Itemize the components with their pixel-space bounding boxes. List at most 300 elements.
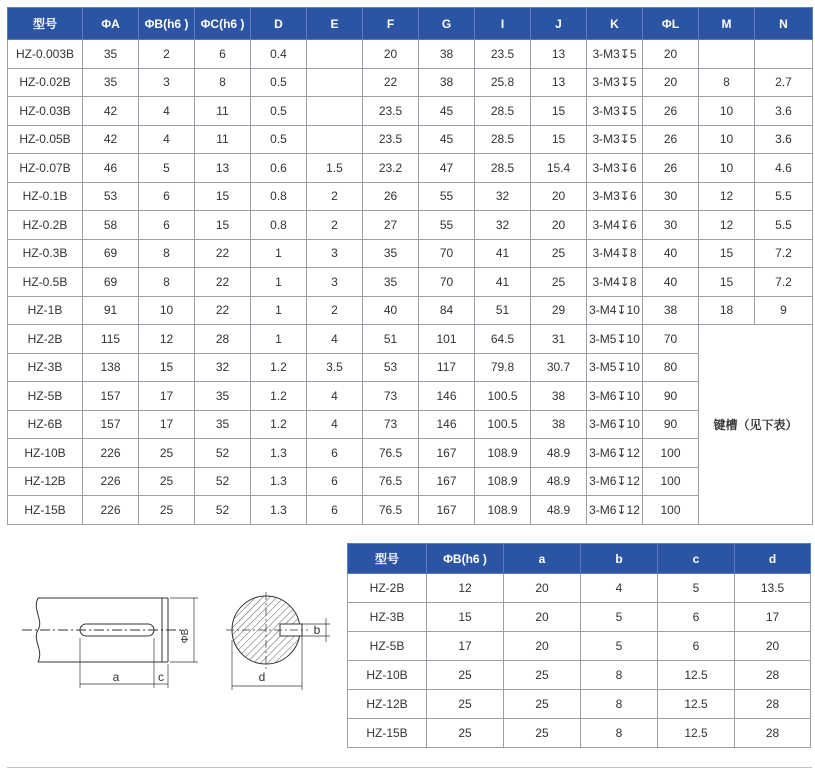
table-cell: 3.6	[755, 97, 813, 126]
table-row	[8, 68, 813, 97]
table-cell: HZ-5B	[348, 632, 427, 661]
table-cell: 2	[139, 40, 195, 69]
table-cell: 38	[419, 40, 475, 69]
table-cell: 1.2	[251, 353, 307, 382]
table-cell: HZ-12B	[348, 690, 427, 719]
column-header: N	[755, 8, 813, 40]
table-cell: 5	[581, 632, 658, 661]
table-cell: 100	[643, 439, 699, 468]
column-header: ΦB(h6 )	[427, 544, 504, 574]
table-cell: 22	[363, 68, 419, 97]
table-cell: 18	[699, 296, 755, 325]
table-cell: 25	[504, 719, 581, 748]
table-cell: 0.8	[251, 211, 307, 240]
column-header: K	[587, 8, 643, 40]
table-cell: 4	[307, 325, 363, 354]
table-cell: 38	[531, 382, 587, 411]
table-cell: 1	[251, 325, 307, 354]
table-cell: 3.6	[755, 125, 813, 154]
table-cell: 4.6	[755, 154, 813, 183]
column-header: ΦA	[83, 8, 139, 40]
keyway-table-body	[348, 574, 811, 748]
table-cell: HZ-2B	[8, 325, 83, 354]
table-cell: 3	[307, 239, 363, 268]
table-cell: 35	[195, 382, 251, 411]
table-cell: 17	[427, 632, 504, 661]
table-cell: 76.5	[363, 467, 419, 496]
table-cell: 8	[699, 68, 755, 97]
dimension-label-a: a	[112, 670, 120, 684]
table-cell: 1.3	[251, 467, 307, 496]
table-cell	[307, 68, 363, 97]
table-row	[348, 719, 811, 748]
table-cell: 226	[83, 496, 139, 525]
table-cell: HZ-0.1B	[8, 182, 83, 211]
table-cell: 8	[581, 690, 658, 719]
keyway-table	[347, 543, 811, 748]
table-cell: 8	[139, 268, 195, 297]
table-cell: 15	[699, 239, 755, 268]
table-cell: 45	[419, 125, 475, 154]
table-cell: 40	[643, 268, 699, 297]
table-cell: 12	[699, 211, 755, 240]
table-row	[8, 296, 813, 325]
table-cell: 84	[419, 296, 475, 325]
table-cell: 6	[195, 40, 251, 69]
table-cell: 1.3	[251, 439, 307, 468]
table-cell: 32	[475, 182, 531, 211]
table-cell: 100	[643, 467, 699, 496]
table-row	[8, 467, 813, 496]
table-cell: HZ-0.3B	[8, 239, 83, 268]
table-cell: 0.6	[251, 154, 307, 183]
table-cell: 138	[83, 353, 139, 382]
table-cell: 45	[419, 97, 475, 126]
table-cell: 25	[531, 239, 587, 268]
table-cell: 5	[581, 603, 658, 632]
table-cell: 25	[504, 661, 581, 690]
table-cell: 32	[195, 353, 251, 382]
table-cell: 25	[427, 690, 504, 719]
table-cell: 28	[735, 690, 811, 719]
table-row	[8, 496, 813, 525]
table-cell: HZ-15B	[348, 719, 427, 748]
table-cell: 6	[139, 182, 195, 211]
table-row	[8, 382, 813, 411]
shaft-keyway-drawing	[18, 580, 338, 700]
table-cell: 20	[504, 632, 581, 661]
table-cell: 30	[643, 211, 699, 240]
table-cell: 25	[427, 719, 504, 748]
table-cell: 8	[581, 719, 658, 748]
table-cell: 69	[83, 268, 139, 297]
table-cell: 0.4	[251, 40, 307, 69]
table-cell: HZ-0.2B	[8, 211, 83, 240]
table-cell: 2	[307, 211, 363, 240]
table-cell: 108.9	[475, 467, 531, 496]
table-cell: 10	[699, 154, 755, 183]
table-cell: 1	[251, 268, 307, 297]
table-row	[8, 353, 813, 382]
table-cell: 3-M5↧10	[587, 325, 643, 354]
table-cell: 42	[83, 97, 139, 126]
column-header: d	[735, 544, 811, 574]
table-cell: 20	[531, 211, 587, 240]
table-row	[8, 439, 813, 468]
table-cell: 167	[419, 467, 475, 496]
divider	[7, 767, 812, 768]
table-cell: HZ-10B	[348, 661, 427, 690]
table-cell: HZ-0.03B	[8, 97, 83, 126]
table-cell: 70	[643, 325, 699, 354]
table-cell: HZ-1B	[8, 296, 83, 325]
table-cell	[307, 97, 363, 126]
table-cell: HZ-5B	[8, 382, 83, 411]
table-cell: 9	[755, 296, 813, 325]
column-header: 型号	[348, 544, 427, 574]
table-cell: 4	[139, 97, 195, 126]
table-cell: 3-M3↧5	[587, 125, 643, 154]
table-cell: 17	[735, 603, 811, 632]
table-cell: 10	[699, 97, 755, 126]
table-cell: 52	[195, 467, 251, 496]
table-cell: 117	[419, 353, 475, 382]
table-cell: 35	[83, 68, 139, 97]
table-cell: 15.4	[531, 154, 587, 183]
table-cell: 146	[419, 410, 475, 439]
column-header: M	[699, 8, 755, 40]
table-cell: 6	[307, 496, 363, 525]
table-cell: 3-M5↧10	[587, 353, 643, 382]
table-cell: 4	[307, 382, 363, 411]
table-row	[8, 410, 813, 439]
table-cell: 2	[307, 296, 363, 325]
table-cell: 27	[363, 211, 419, 240]
table-cell: 5.5	[755, 182, 813, 211]
column-header: ΦC(h6 )	[195, 8, 251, 40]
spec-table	[7, 7, 813, 525]
table-cell: 38	[531, 410, 587, 439]
table-row	[8, 40, 813, 69]
table-cell: 48.9	[531, 439, 587, 468]
table-row	[8, 154, 813, 183]
table-cell: 80	[643, 353, 699, 382]
table-cell: 41	[475, 268, 531, 297]
column-header: ΦB(h6 )	[139, 8, 195, 40]
table-cell: 1	[251, 296, 307, 325]
table-cell: 3-M3↧6	[587, 154, 643, 183]
table-cell: 32	[475, 211, 531, 240]
table-cell: 15	[195, 211, 251, 240]
table-cell: 73	[363, 382, 419, 411]
table-cell: 100	[643, 496, 699, 525]
table-cell: 2.7	[755, 68, 813, 97]
table-cell: 226	[83, 467, 139, 496]
table-row	[348, 661, 811, 690]
table-cell: 12	[427, 574, 504, 603]
table-cell: 12	[699, 182, 755, 211]
table-cell: 13	[531, 40, 587, 69]
table-cell: 35	[363, 239, 419, 268]
table-row	[8, 239, 813, 268]
table-cell: 1.2	[251, 410, 307, 439]
table-cell: 1.2	[251, 382, 307, 411]
table-cell: 28	[195, 325, 251, 354]
table-cell: 22	[195, 268, 251, 297]
table-cell: 48.9	[531, 496, 587, 525]
table-cell: 35	[363, 268, 419, 297]
table-cell: 48.9	[531, 467, 587, 496]
column-header: c	[658, 544, 735, 574]
table-cell: 115	[83, 325, 139, 354]
table-cell: 3-M4↧8	[587, 239, 643, 268]
table-cell: 52	[195, 439, 251, 468]
table-cell: 76.5	[363, 496, 419, 525]
table-cell: 73	[363, 410, 419, 439]
table-cell: 23.5	[363, 97, 419, 126]
table-row	[348, 690, 811, 719]
table-cell: 3-M3↧5	[587, 68, 643, 97]
table-cell: 0.5	[251, 97, 307, 126]
table-cell: 13	[531, 68, 587, 97]
spec-table-body	[8, 40, 813, 525]
table-cell: 0.5	[251, 68, 307, 97]
spec-table-header-row	[8, 8, 813, 40]
table-cell: 28.5	[475, 154, 531, 183]
table-cell: 55	[419, 182, 475, 211]
table-cell: 76.5	[363, 439, 419, 468]
table-cell: HZ-12B	[8, 467, 83, 496]
table-cell: 4	[139, 125, 195, 154]
table-cell: 22	[195, 296, 251, 325]
table-cell: 20	[735, 632, 811, 661]
table-cell: 3	[139, 68, 195, 97]
table-cell: 91	[83, 296, 139, 325]
table-cell: 51	[363, 325, 419, 354]
table-cell: 5	[658, 574, 735, 603]
table-cell: 46	[83, 154, 139, 183]
table-cell	[699, 40, 755, 69]
table-cell: 100.5	[475, 382, 531, 411]
table-cell: 47	[419, 154, 475, 183]
table-cell: 15	[139, 353, 195, 382]
table-cell: 28.5	[475, 125, 531, 154]
table-cell: 26	[363, 182, 419, 211]
table-row	[8, 325, 813, 354]
table-cell: 22	[195, 239, 251, 268]
shaft-section-view	[226, 592, 330, 690]
table-cell: 1.5	[307, 154, 363, 183]
table-cell: 40	[643, 239, 699, 268]
table-cell: 3-M3↧6	[587, 182, 643, 211]
table-cell: 53	[83, 182, 139, 211]
table-cell: 10	[699, 125, 755, 154]
table-cell: 5.5	[755, 211, 813, 240]
table-row	[8, 268, 813, 297]
column-header: F	[363, 8, 419, 40]
table-cell: 12.5	[658, 690, 735, 719]
table-cell: HZ-10B	[8, 439, 83, 468]
column-header: ΦL	[643, 8, 699, 40]
table-cell: 30	[643, 182, 699, 211]
table-cell: 51	[475, 296, 531, 325]
table-cell: 20	[504, 574, 581, 603]
dimension-label-d: d	[258, 670, 266, 684]
table-cell: HZ-2B	[348, 574, 427, 603]
column-header: I	[475, 8, 531, 40]
table-cell: 53	[363, 353, 419, 382]
table-cell: 28	[735, 661, 811, 690]
table-cell: 3-M6↧10	[587, 410, 643, 439]
table-cell: 79.8	[475, 353, 531, 382]
keyway-note: 键槽（见下表）	[699, 325, 813, 525]
table-cell: 38	[419, 68, 475, 97]
table-row	[348, 632, 811, 661]
table-cell: 55	[419, 211, 475, 240]
dimension-label-phib: ΦB	[180, 628, 191, 644]
table-cell: 3-M4↧10	[587, 296, 643, 325]
table-cell: 17	[139, 410, 195, 439]
keyway-table-header-row	[348, 544, 811, 574]
table-cell: 3	[307, 268, 363, 297]
table-row	[8, 211, 813, 240]
table-row	[8, 97, 813, 126]
table-cell: HZ-15B	[8, 496, 83, 525]
table-cell: 3-M3↧5	[587, 40, 643, 69]
table-cell: 6	[658, 632, 735, 661]
column-header: D	[251, 8, 307, 40]
table-cell: 108.9	[475, 439, 531, 468]
column-header: G	[419, 8, 475, 40]
table-cell: 7.2	[755, 239, 813, 268]
table-cell: 26	[643, 154, 699, 183]
table-cell: 0.5	[251, 125, 307, 154]
table-cell: HZ-0.02B	[8, 68, 83, 97]
table-cell: HZ-0.05B	[8, 125, 83, 154]
table-cell: 3-M6↧12	[587, 439, 643, 468]
table-cell: 15	[531, 125, 587, 154]
table-cell: 108.9	[475, 496, 531, 525]
column-header: E	[307, 8, 363, 40]
table-cell: 8	[581, 661, 658, 690]
table-cell: 12	[139, 325, 195, 354]
table-cell: 25	[139, 439, 195, 468]
table-cell: 12.5	[658, 661, 735, 690]
table-cell: 69	[83, 239, 139, 268]
table-cell: 35	[83, 40, 139, 69]
table-cell: 226	[83, 439, 139, 468]
table-cell: 6	[307, 439, 363, 468]
table-cell: 41	[475, 239, 531, 268]
table-cell: 58	[83, 211, 139, 240]
table-cell: 25	[504, 690, 581, 719]
table-cell: 15	[195, 182, 251, 211]
table-cell: 17	[139, 382, 195, 411]
table-cell: 3-M6↧12	[587, 467, 643, 496]
table-cell: HZ-0.5B	[8, 268, 83, 297]
table-cell	[307, 125, 363, 154]
table-cell: 28	[735, 719, 811, 748]
table-cell: 20	[643, 68, 699, 97]
table-cell: 40	[363, 296, 419, 325]
table-cell: 3.5	[307, 353, 363, 382]
table-cell: 25	[139, 467, 195, 496]
table-cell: 90	[643, 382, 699, 411]
table-cell: 29	[531, 296, 587, 325]
table-cell: 64.5	[475, 325, 531, 354]
table-cell: 3-M4↧8	[587, 268, 643, 297]
table-row	[8, 125, 813, 154]
table-cell	[307, 40, 363, 69]
table-cell: HZ-3B	[8, 353, 83, 382]
table-cell: 11	[195, 125, 251, 154]
table-cell: 4	[307, 410, 363, 439]
table-cell: 23.5	[363, 125, 419, 154]
table-cell: 167	[419, 439, 475, 468]
table-cell: 3-M6↧12	[587, 496, 643, 525]
table-cell: 10	[139, 296, 195, 325]
table-cell: HZ-6B	[8, 410, 83, 439]
table-cell: 52	[195, 496, 251, 525]
table-cell: 5	[139, 154, 195, 183]
table-cell: 12.5	[658, 719, 735, 748]
column-header: 型号	[8, 8, 83, 40]
table-cell: 25	[427, 661, 504, 690]
table-cell: 70	[419, 268, 475, 297]
table-cell: HZ-0.07B	[8, 154, 83, 183]
table-cell: 26	[643, 97, 699, 126]
table-cell: 35	[195, 410, 251, 439]
table-cell: 0.8	[251, 182, 307, 211]
table-cell: 20	[643, 40, 699, 69]
table-cell: 38	[643, 296, 699, 325]
table-cell: 1	[251, 239, 307, 268]
table-cell: 90	[643, 410, 699, 439]
column-header: a	[504, 544, 581, 574]
table-cell: 42	[83, 125, 139, 154]
table-cell: 26	[643, 125, 699, 154]
table-cell: 23.2	[363, 154, 419, 183]
table-cell: 23.5	[475, 40, 531, 69]
table-cell: 15	[531, 97, 587, 126]
dimension-label-c: c	[158, 670, 164, 684]
table-cell: 25.8	[475, 68, 531, 97]
table-cell: 6	[139, 211, 195, 240]
table-cell: 20	[363, 40, 419, 69]
table-cell	[755, 40, 813, 69]
table-cell: 1.3	[251, 496, 307, 525]
table-cell: 2	[307, 182, 363, 211]
table-cell: 25	[139, 496, 195, 525]
table-cell: 31	[531, 325, 587, 354]
table-cell: HZ-0.003B	[8, 40, 83, 69]
table-cell: 3-M6↧10	[587, 382, 643, 411]
dimension-label-b: b	[313, 623, 321, 637]
table-cell: 8	[195, 68, 251, 97]
table-row	[348, 574, 811, 603]
table-cell: 100.5	[475, 410, 531, 439]
table-cell: 3-M4↧6	[587, 211, 643, 240]
table-row	[8, 182, 813, 211]
table-cell: 3-M3↧5	[587, 97, 643, 126]
table-cell: 13.5	[735, 574, 811, 603]
table-cell: 13	[195, 154, 251, 183]
table-cell: 28.5	[475, 97, 531, 126]
shaft-side-view	[22, 598, 198, 688]
table-row	[348, 603, 811, 632]
table-cell: 70	[419, 239, 475, 268]
table-cell: 157	[83, 410, 139, 439]
